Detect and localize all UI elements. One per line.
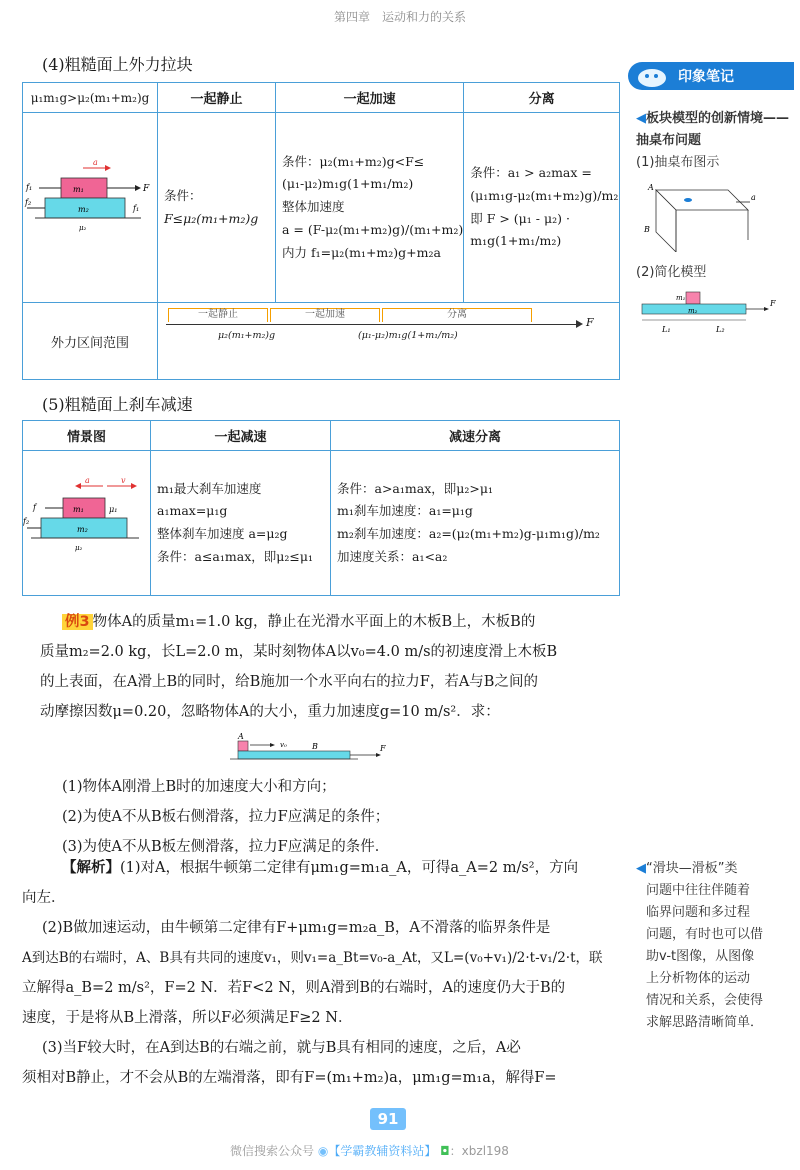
- range-tick: μ₂(m₁+m₂)g: [218, 330, 276, 341]
- solution-line: A到达B的右端时，A、B具有共同的速度v₁，则v₁=a_Bt=v₀-a_At，又L=(v₀+v₁)/2·t-v₁/2·t，联: [22, 950, 603, 966]
- range-cell: [158, 303, 620, 380]
- svg-text:B: B: [644, 225, 650, 234]
- separate-line: 即 F > (μ₁ - μ₂) ·: [470, 210, 570, 226]
- svg-text:f₁: f₁: [26, 183, 33, 192]
- svg-text:m₂: m₂: [77, 524, 88, 534]
- condition-header: μ₁m₁g>μ₂(m₁+m₂)g: [23, 83, 158, 113]
- svg-text:L₁: L₁: [662, 325, 671, 334]
- sep-decel-line: m₁刹车加速度：a₁=μ₁g: [337, 503, 473, 519]
- pull-block-diagram: [23, 156, 156, 256]
- svg-text:m₁: m₁: [73, 504, 84, 514]
- note-2-line: 助v-t图像，从图像: [646, 949, 755, 964]
- accel-line: 内力 f₁=μ₂(m₁+m₂)g+m₂a: [282, 244, 441, 260]
- example-tag: 例3: [62, 614, 93, 630]
- accel-cell: [276, 113, 464, 303]
- separate-line: 条件：a₁ > a₂max =: [470, 165, 592, 180]
- solution-line: 速度，于是将从B上滑落，所以F必须满足F≥2 N．: [22, 1010, 353, 1026]
- static-cell: [158, 113, 276, 303]
- svg-text:v: v: [121, 475, 126, 485]
- static-label: 条件：: [164, 187, 202, 203]
- notes-mascot-icon: [634, 64, 670, 88]
- solution-line: 立解得a_B=2 m/s²，F=2 N．若F<2 N，则A滑到B的右端时，A的速度仍大于B的: [22, 980, 566, 996]
- svg-text:μ₂: μ₂: [75, 543, 83, 552]
- notes-banner: [628, 62, 794, 90]
- svg-text:F: F: [143, 184, 150, 194]
- svg-text:a: a: [85, 475, 90, 485]
- pull-block-diagram-cell: [23, 113, 158, 303]
- solution-line: 向左．: [22, 890, 66, 906]
- static-header: 一起静止: [158, 83, 276, 113]
- question: (1)物体A刚滑上B时的加速度大小和方向；: [62, 779, 336, 795]
- together-line: m₁最大刹车加速度: [157, 480, 262, 496]
- brake-diagram: [23, 472, 149, 572]
- separate-cell: [464, 113, 620, 303]
- sep-decel-line: 加速度关系：a₁<a₂: [337, 548, 448, 564]
- separate-line: m₁g(1+m₁/m₂): [470, 233, 562, 249]
- svg-text:m₁: m₁: [676, 294, 686, 302]
- svg-text:m₂: m₂: [78, 205, 89, 214]
- note-1-sub-a: (1)抽桌布图示: [636, 155, 720, 170]
- section-4-title: (4)粗糙面上外力拉块: [42, 55, 193, 74]
- note-2: [636, 858, 796, 1034]
- solution-line: (2)B做加速运动，由牛顿第二定律有F+μm₁g=m₂a_B，A不滑落的临界条件是: [42, 920, 551, 936]
- svg-text:v₀: v₀: [280, 741, 287, 749]
- solution-line: (1)对A，根据牛顿第二定律有μm₁g=m₁a_A，可得a_A=2 m/s²，方向: [120, 860, 579, 876]
- sep-decel-cell: [331, 451, 620, 596]
- sep-decel-line: m₂刹车加速度：a₂=(μ₂(m₁+m₂)g-μ₁m₁g)/m₂: [337, 526, 600, 541]
- range-tick: (μ₁-μ₂)m₁g(1+m₁/m₂): [358, 330, 458, 341]
- solution-line: 须相对B静止，才不会从B的左端滑落，即有F=(m₁+m₂)a，μm₁g=m₁a，解得F=: [22, 1070, 557, 1086]
- wechat-icon: ◘: [440, 1144, 450, 1158]
- example-diagram: [230, 733, 390, 767]
- svg-text:f: f: [33, 502, 36, 512]
- together-cell: [151, 451, 331, 596]
- together-line: 整体刹车加速度 a=μ₂g: [157, 526, 288, 541]
- watermark-footer: [230, 1142, 509, 1159]
- example-line: 动摩擦因数μ=0.20，忽略物体A的大小，重力加速度g=10 m/s²．求：: [40, 704, 500, 720]
- solution-tag: 【解析】: [62, 859, 120, 876]
- note-2-line: 问题中往往伴随着: [646, 883, 751, 898]
- note-2-line: “滑块—滑板”类: [646, 861, 738, 876]
- question: (3)为使A不从B板左侧滑落，拉力F应满足的条件．: [62, 839, 390, 855]
- svg-text:μ₁: μ₁: [109, 504, 118, 514]
- simplified-model-diagram: [636, 286, 776, 336]
- note-2-line: 上分析物体的运动: [646, 971, 751, 986]
- question: (2)为使A不从B板右侧滑落，拉力F应满足的条件；: [62, 809, 390, 825]
- separate-line: (μ₁m₁g-μ₂(m₁+m₂)g)/m₂: [470, 187, 619, 203]
- svg-text:m₁: m₁: [73, 185, 84, 194]
- section-5-title: (5)粗糙面上刹车减速: [42, 395, 193, 414]
- page-number: 91: [370, 1108, 406, 1130]
- solution-block: [22, 853, 603, 1093]
- solution-line: (3)当F较大时，在A到达B的右端之前，就与B具有相同的速度，之后，A必: [42, 1040, 521, 1056]
- svg-text:L₂: L₂: [716, 325, 725, 334]
- note-1-title: 板块模型的创新情境——抽桌布问题: [636, 111, 790, 148]
- note-marker-icon: ◀: [636, 111, 646, 126]
- note-2-line: 情况和关系，会使得: [646, 993, 764, 1008]
- sep-decel-line: 条件：a>a₁max，即μ₂>μ₁: [337, 480, 493, 496]
- range-segment: 一起加速: [270, 308, 380, 322]
- note-marker-icon: ◀: [636, 861, 646, 876]
- svg-text:F: F: [770, 299, 776, 308]
- section-4-table: [22, 82, 620, 380]
- chapter-header: 第四章 运动和力的关系: [333, 10, 466, 24]
- svg-text:F: F: [380, 744, 386, 753]
- brake-diagram-cell: [23, 451, 151, 596]
- note-1: [636, 108, 794, 174]
- questions-block: [62, 772, 389, 862]
- svg-text:a: a: [93, 158, 98, 167]
- section-5-table: [22, 420, 620, 596]
- watermark-id: ：xbzl198: [449, 1144, 509, 1158]
- example-line: 质量m₂=2.0 kg，长L=2.0 m，某时刻物体A以v₀=4.0 m/s的初速度滑上木板B: [40, 644, 558, 660]
- together-line: 条件：a≤a₁max，即μ₂≤μ₁: [157, 548, 313, 564]
- example-block: [40, 607, 558, 727]
- accel-line: 整体加速度: [282, 199, 345, 215]
- accel-line: 条件：μ₂(m₁+m₂)g<F≤: [282, 153, 425, 169]
- range-axis-label: F: [586, 316, 594, 329]
- example-line: 物体A的质量m₁=1.0 kg，静止在光滑水平面上的木板B上，木板B的: [92, 614, 536, 630]
- svg-text:a: a: [751, 193, 756, 202]
- watermark-globe-icon: ◉: [317, 1144, 329, 1158]
- together-line: a₁max=μ₁g: [157, 503, 228, 519]
- note-2-line: 问题，有时也可以借: [646, 927, 764, 942]
- svg-text:f₂: f₂: [23, 516, 30, 526]
- notes-title: 印象笔记: [678, 69, 734, 85]
- together-header: 一起减速: [151, 421, 331, 451]
- range-label: 外力区间范围: [23, 303, 158, 380]
- svg-text:m₂: m₂: [688, 307, 698, 315]
- accel-line: a = (F-μ₂(m₁+m₂)g)/(m₁+m₂): [282, 221, 464, 237]
- svg-text:A: A: [238, 733, 244, 741]
- svg-text:A: A: [648, 183, 654, 192]
- svg-text:B: B: [312, 742, 318, 751]
- svg-text:μ₂: μ₂: [79, 224, 87, 232]
- range-segment: 一起静止: [168, 308, 268, 322]
- scene-header: 情景图: [23, 421, 151, 451]
- watermark-wechat: 微信搜索公众号: [230, 1144, 315, 1158]
- static-condition: F≤μ₂(m₁+m₂)g: [164, 210, 259, 226]
- example-line: 的上表面，在A滑上B的同时，给B施加一个水平向右的拉力F，若A与B之间的: [40, 674, 538, 690]
- separate-header: 分离: [464, 83, 620, 113]
- note-2-line: 求解思路清晰简单．: [646, 1015, 764, 1030]
- accel-header: 一起加速: [276, 83, 464, 113]
- note-2-line: 临界问题和多过程: [646, 905, 751, 920]
- range-number-line: [158, 310, 619, 372]
- watermark-station: 【学霸教辅资料站】: [328, 1144, 437, 1158]
- accel-line: (μ₁-μ₂)m₁g(1+m₁/m₂): [282, 176, 414, 192]
- svg-text:f₁: f₁: [133, 204, 140, 213]
- tablecloth-diagram: [636, 180, 756, 252]
- sep-decel-header: 减速分离: [331, 421, 620, 451]
- note-1-sub-b: (2)简化模型: [636, 265, 707, 280]
- svg-text:f₂: f₂: [25, 198, 32, 207]
- range-segment: 分离: [382, 308, 532, 322]
